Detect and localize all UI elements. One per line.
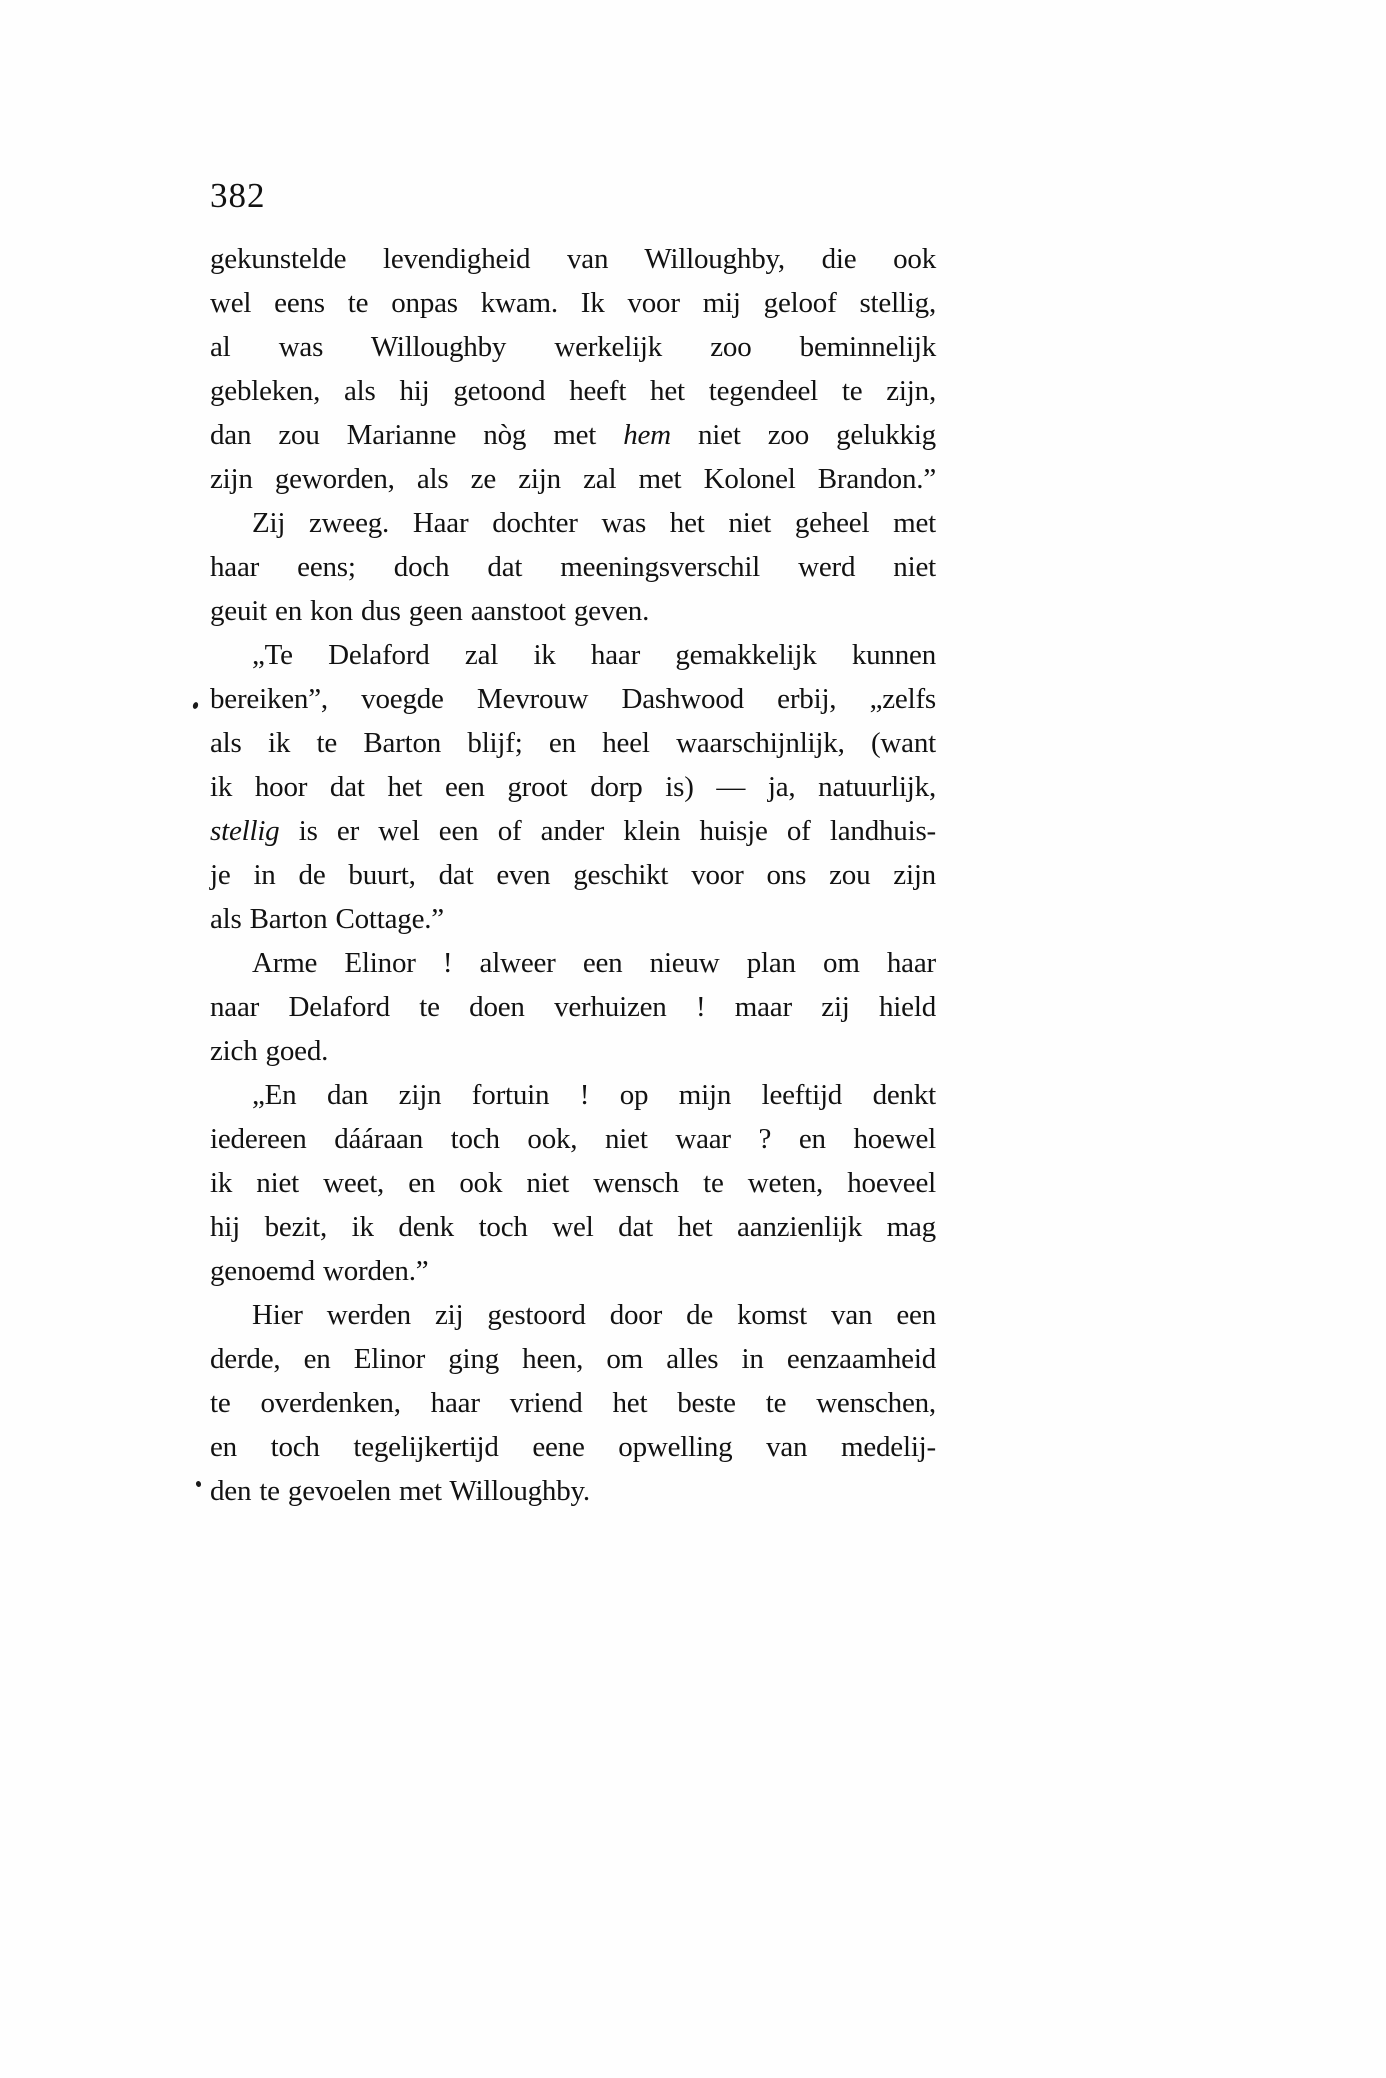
- text-line: [210, 1029, 936, 1073]
- text-segment: ik hoor dat het een groot dorp is) — ja, natuurlijk,: [210, 771, 936, 803]
- text-line: [210, 413, 936, 457]
- text-line: [210, 545, 936, 589]
- text-line: [210, 501, 936, 545]
- text-line: [210, 721, 936, 765]
- text-segment: is er wel een of ander klein huisje of landhuis-: [279, 815, 936, 847]
- text-segment: „Te Delaford zal ik haar gemakkelijk kunnen: [252, 639, 936, 671]
- text-line: [210, 1293, 936, 1337]
- text-segment: als ik te Barton blijf; en heel waarschijnlijk, (want: [210, 727, 936, 759]
- text-segment: je in de buurt, dat even geschikt voor ons zou zijn: [210, 859, 936, 891]
- text-line: [210, 853, 936, 897]
- text-line: [210, 1337, 936, 1381]
- text-segment: haar eens; doch dat meeningsverschil werd niet: [210, 551, 936, 583]
- text-line: [210, 369, 936, 413]
- text-segment: den te gevoelen met Willoughby.: [210, 1475, 590, 1507]
- italic-text: stellig: [210, 815, 280, 847]
- text-line: [210, 985, 936, 1029]
- text-line: [210, 325, 936, 369]
- text-segment: hij bezit, ik denk toch wel dat het aanzienlijk mag: [210, 1211, 936, 1243]
- italic-text: hem: [623, 419, 671, 451]
- text-segment: geuit en kon dus geen aanstoot geven.: [210, 595, 650, 627]
- text-segment: derde, en Elinor ging heen, om alles in eenzaamheid: [210, 1343, 936, 1375]
- text-line: [210, 1205, 936, 1249]
- text-segment: iedereen dááraan toch ook, niet waar ? en hoewel: [210, 1123, 936, 1155]
- text-line: [210, 1381, 936, 1425]
- text-line: [210, 765, 936, 809]
- text-segment: Hier werden zij gestoord door de komst van een: [252, 1299, 936, 1331]
- text-line: [210, 633, 936, 677]
- text-line: [210, 1161, 936, 1205]
- ink-speck: [195, 1480, 201, 1487]
- text-segment: naar Delaford te doen verhuizen ! maar zij hield: [210, 991, 936, 1023]
- text-segment: „En dan zijn fortuin ! op mijn leeftijd denkt: [252, 1079, 936, 1111]
- text-line: [210, 237, 936, 281]
- text-segment: Arme Elinor ! alweer een nieuw plan om haar: [252, 947, 936, 979]
- text-line: [210, 1073, 936, 1117]
- text-segment: genoemd worden.”: [210, 1255, 429, 1287]
- text-segment: als Barton Cottage.”: [210, 903, 444, 935]
- text-segment: zijn geworden, als ze zijn zal met Kolonel Brandon.”: [210, 463, 936, 495]
- text-segment: en toch tegelijkertijd eene opwelling van medelij-: [210, 1431, 936, 1463]
- text-segment: al was Willoughby werkelijk zoo beminnelijk: [210, 331, 936, 363]
- text-line: [210, 941, 936, 985]
- ink-speck: [192, 701, 199, 709]
- page-number: 382: [210, 176, 266, 215]
- text-line: [210, 897, 936, 941]
- text-line: [210, 809, 936, 853]
- text-line: [210, 457, 936, 501]
- text-segment: Zij zweeg. Haar dochter was het niet geheel met: [252, 507, 936, 539]
- text-segment: dan zou Marianne nòg met: [210, 419, 624, 451]
- text-line: [210, 1249, 936, 1293]
- text-segment: wel eens te onpas kwam. Ik voor mij geloof stellig,: [210, 287, 936, 319]
- text-line: [210, 677, 936, 721]
- text-segment: zich goed.: [210, 1035, 329, 1067]
- text-segment: te overdenken, haar vriend het beste te wenschen,: [210, 1387, 936, 1419]
- text-segment: ik niet weet, en ook niet wensch te weten, hoeveel: [210, 1167, 936, 1199]
- text-line: [210, 589, 936, 633]
- text-segment: bereiken”, voegde Mevrouw Dashwood erbij, „zelfs: [210, 683, 936, 715]
- text-segment: niet zoo gelukkig: [670, 419, 936, 451]
- text-segment: gekunstelde levendigheid van Willoughby, die ook: [210, 243, 936, 275]
- text-line: [210, 1117, 936, 1161]
- text-line: [210, 1469, 936, 1513]
- text-segment: gebleken, als hij getoond heeft het tegendeel te zijn,: [210, 375, 936, 407]
- text-block: [210, 237, 936, 1513]
- text-line: [210, 281, 936, 325]
- text-line: [210, 1425, 936, 1469]
